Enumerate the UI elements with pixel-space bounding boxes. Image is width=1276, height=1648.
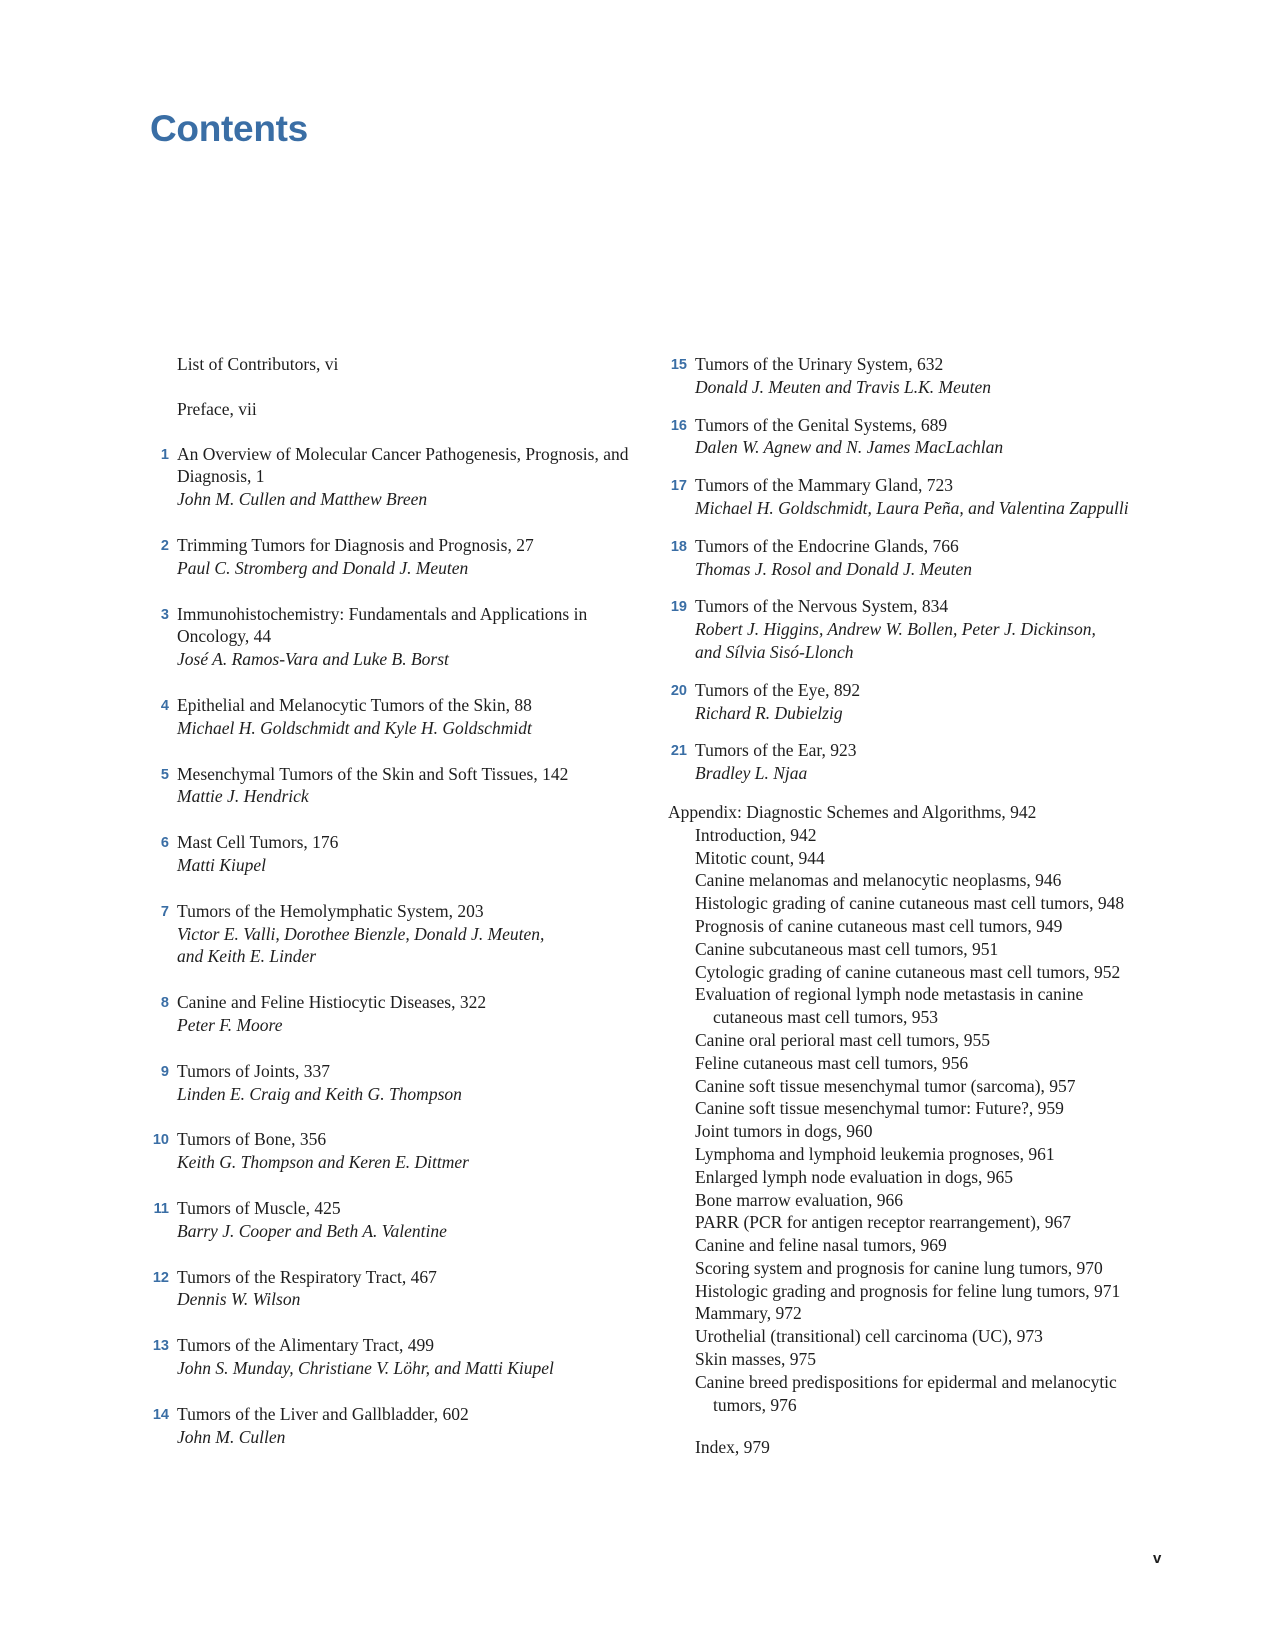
- chapter-number: 21: [670, 743, 687, 760]
- chapter-number: 17: [670, 478, 687, 495]
- toc-entry[interactable]: [668, 535, 1268, 581]
- toc-entry[interactable]: [668, 474, 1268, 520]
- appendix-list: [668, 824, 1133, 1417]
- toc-entry[interactable]: [668, 414, 1268, 460]
- toc-entry[interactable]: [150, 603, 630, 671]
- appendix-item[interactable]: PARR (PCR for antigen receptor rearrangement), 967: [695, 1212, 1071, 1233]
- toc-entry[interactable]: [150, 694, 630, 740]
- index-entry[interactable]: Index, 979: [695, 1437, 770, 1458]
- chapter-number: 11: [153, 1200, 169, 1217]
- chapter-authors: Paul C. Stromberg and Donald J. Meuten: [177, 557, 469, 578]
- appendix-item[interactable]: Canine oral perioral mast cell tumors, 955: [695, 1029, 990, 1050]
- contents-left-column: [150, 353, 630, 1448]
- toc-entry[interactable]: [150, 1266, 630, 1312]
- appendix-item[interactable]: Histologic grading of canine cutaneous mast cell tumors, 948: [695, 893, 1125, 914]
- chapter-title: Tumors of Bone, 356: [177, 1129, 327, 1150]
- toc-entry[interactable]: [150, 1334, 630, 1380]
- chapter-title: Tumors of the Respiratory Tract, 467: [177, 1266, 437, 1287]
- chapter-title: Canine and Feline Histiocytic Diseases, 322: [177, 992, 487, 1013]
- appendix-item[interactable]: Mitotic count, 944: [695, 847, 825, 868]
- toc-entry[interactable]: [150, 443, 630, 511]
- appendix-item[interactable]: Skin masses, 975: [695, 1349, 817, 1370]
- appendix-item[interactable]: Canine soft tissue mesenchymal tumor (sarcoma), 957: [695, 1075, 1076, 1096]
- chapter-authors: Matti Kiupel: [177, 854, 266, 875]
- chapter-title: Tumors of the Nervous System, 834: [695, 596, 949, 617]
- appendix-item[interactable]: Histologic grading and prognosis for feline lung tumors, 971: [695, 1280, 1121, 1301]
- toc-entry[interactable]: [150, 1403, 630, 1449]
- chapter-authors: John M. Cullen: [177, 1426, 286, 1447]
- chapter-title: Tumors of the Hemolymphatic System, 203: [177, 900, 484, 921]
- chapter-authors: Michael H. Goldschmidt and Kyle H. Goldschmidt: [177, 717, 532, 738]
- chapter-authors: Dalen W. Agnew and N. James MacLachlan: [695, 437, 1004, 458]
- appendix-item[interactable]: Lymphoma and lymphoid leukemia prognoses, 961: [695, 1143, 1055, 1164]
- chapter-title: Epithelial and Melanocytic Tumors of the Skin, 88: [177, 694, 532, 715]
- toc-entry[interactable]: [150, 991, 630, 1037]
- chapter-authors: Victor E. Valli, Dorothee Bienzle, Donald J. Meuten, and Keith E. Linder: [177, 923, 545, 967]
- chapter-authors: John S. Munday, Christiane V. Löhr, and Matti Kiupel: [177, 1357, 554, 1378]
- appendix-item[interactable]: Scoring system and prognosis for canine lung tumors, 970: [695, 1257, 1103, 1278]
- chapter-number: 7: [160, 903, 169, 920]
- chapter-number: 4: [160, 697, 169, 714]
- toc-entry[interactable]: [150, 1197, 630, 1243]
- chapter-number: 3: [160, 606, 169, 623]
- appendix-item[interactable]: Feline cutaneous mast cell tumors, 956: [695, 1052, 969, 1073]
- contents-right-column: [668, 353, 1268, 1459]
- front-matter-item[interactable]: Preface, vii: [177, 398, 257, 419]
- appendix-item[interactable]: Bone marrow evaluation, 966: [695, 1189, 904, 1210]
- appendix-item[interactable]: Canine melanomas and melanocytic neoplasms, 946: [695, 870, 1062, 891]
- chapter-number: 15: [670, 357, 687, 373]
- chapter-title: Tumors of the Genital Systems, 689: [695, 414, 948, 435]
- chapter-title: Tumors of the Eye, 892: [695, 679, 861, 700]
- chapter-number: 9: [160, 1063, 169, 1080]
- chapter-title: Tumors of the Alimentary Tract, 499: [177, 1335, 434, 1356]
- chapter-authors: Barry J. Cooper and Beth A. Valentine: [177, 1220, 447, 1241]
- chapter-authors: Donald J. Meuten and Travis L.K. Meuten: [695, 376, 992, 397]
- toc-entry[interactable]: [668, 739, 1268, 785]
- chapter-title: An Overview of Molecular Cancer Pathogenesis, Prognosis, and Diagnosis, 1: [177, 443, 629, 487]
- toc-entry[interactable]: [150, 1060, 630, 1106]
- chapter-number: 20: [670, 682, 687, 699]
- chapter-number: 13: [152, 1338, 169, 1355]
- chapter-number: 12: [152, 1269, 169, 1286]
- toc-entry[interactable]: [150, 534, 630, 580]
- chapter-authors: Peter F. Moore: [177, 1014, 283, 1035]
- chapter-title: Tumors of the Urinary System, 632: [695, 354, 944, 374]
- chapter-number: 16: [670, 417, 687, 434]
- appendix-item[interactable]: Evaluation of regional lymph node metastasis in canine cutaneous mast cell tumors, 953: [695, 984, 1084, 1028]
- chapter-title: Tumors of the Ear, 923: [695, 740, 857, 761]
- appendix-item[interactable]: Prognosis of canine cutaneous mast cell tumors, 949: [695, 915, 1063, 936]
- chapter-number: 14: [152, 1406, 169, 1423]
- toc-entry[interactable]: [150, 831, 630, 877]
- toc-entry[interactable]: [150, 763, 630, 809]
- appendix-section: [668, 801, 1268, 1417]
- appendix-title[interactable]: Appendix: Diagnostic Schemes and Algorithms, 942: [668, 801, 1037, 822]
- appendix-item[interactable]: Mammary, 972: [695, 1303, 802, 1324]
- chapter-number: 10: [152, 1132, 169, 1149]
- appendix-item[interactable]: Canine breed predispositions for epidermal and melanocytic tumors, 976: [695, 1371, 1117, 1415]
- chapter-title: Immunohistochemistry: Fundamentals and Applications in Oncology, 44: [177, 603, 588, 647]
- appendix-item[interactable]: Cytologic grading of canine cutaneous mast cell tumors, 952: [695, 961, 1121, 982]
- page-title: Contents: [150, 108, 308, 149]
- chapter-authors: José A. Ramos-Vara and Luke B. Borst: [177, 649, 449, 670]
- chapter-authors: Richard R. Dubielzig: [695, 702, 843, 723]
- appendix-item[interactable]: Enlarged lymph node evaluation in dogs, 965: [695, 1166, 1014, 1187]
- chapter-number: 18: [670, 538, 687, 555]
- appendix-item[interactable]: Canine subcutaneous mast cell tumors, 951: [695, 938, 999, 959]
- chapter-title: Tumors of the Endocrine Glands, 766: [695, 535, 959, 556]
- chapter-title: Tumors of Joints, 337: [177, 1060, 330, 1081]
- chapter-authors: Linden E. Craig and Keith G. Thompson: [177, 1083, 462, 1104]
- chapter-title: Trimming Tumors for Diagnosis and Prognosis, 27: [177, 534, 534, 555]
- appendix-item[interactable]: Canine soft tissue mesenchymal tumor: Future?, 959: [695, 1098, 1064, 1119]
- toc-entry[interactable]: [668, 679, 1268, 725]
- chapter-authors: Thomas J. Rosol and Donald J. Meuten: [695, 558, 973, 579]
- toc-entry[interactable]: [150, 900, 567, 968]
- chapter-authors: Michael H. Goldschmidt, Laura Peña, and Valentina Zappulli: [695, 497, 1129, 518]
- appendix-item[interactable]: Urothelial (transitional) cell carcinoma (UC), 973: [695, 1326, 1043, 1347]
- chapter-title: Tumors of the Liver and Gallbladder, 602: [177, 1403, 469, 1424]
- chapter-number: 1: [160, 446, 169, 463]
- chapter-title: Mast Cell Tumors, 176: [177, 832, 339, 853]
- chapter-authors: Bradley L. Njaa: [695, 763, 808, 784]
- appendix-item[interactable]: Introduction, 942: [695, 824, 817, 845]
- chapter-title: Mesenchymal Tumors of the Skin and Soft Tissues, 142: [177, 763, 569, 784]
- chapter-authors: John M. Cullen and Matthew Breen: [177, 489, 428, 510]
- chapter-title: Tumors of the Mammary Gland, 723: [695, 475, 953, 496]
- chapter-number: 6: [160, 835, 169, 852]
- chapter-authors: Mattie J. Hendrick: [177, 786, 309, 807]
- toc-entry[interactable]: [668, 353, 1268, 399]
- chapter-number: 19: [670, 599, 687, 616]
- appendix-item[interactable]: Joint tumors in dogs, 960: [695, 1121, 873, 1142]
- page-number: v: [1153, 1550, 1162, 1567]
- chapter-number: 8: [160, 995, 169, 1012]
- chapter-authors: Dennis W. Wilson: [177, 1289, 301, 1310]
- chapter-number: 5: [160, 766, 169, 783]
- front-matter-item[interactable]: List of Contributors, vi: [177, 354, 339, 374]
- toc-entry[interactable]: [150, 1128, 630, 1174]
- chapter-title: Tumors of Muscle, 425: [177, 1197, 341, 1218]
- chapter-authors: Keith G. Thompson and Keren E. Dittmer: [177, 1152, 469, 1173]
- appendix-item[interactable]: Canine and feline nasal tumors, 969: [695, 1235, 947, 1256]
- toc-entry[interactable]: [668, 595, 1120, 663]
- chapter-authors: Robert J. Higgins, Andrew W. Bollen, Peter J. Dickinson, and Sílvia Sisó-Llonch: [695, 619, 1096, 662]
- chapter-number: 2: [160, 537, 169, 554]
